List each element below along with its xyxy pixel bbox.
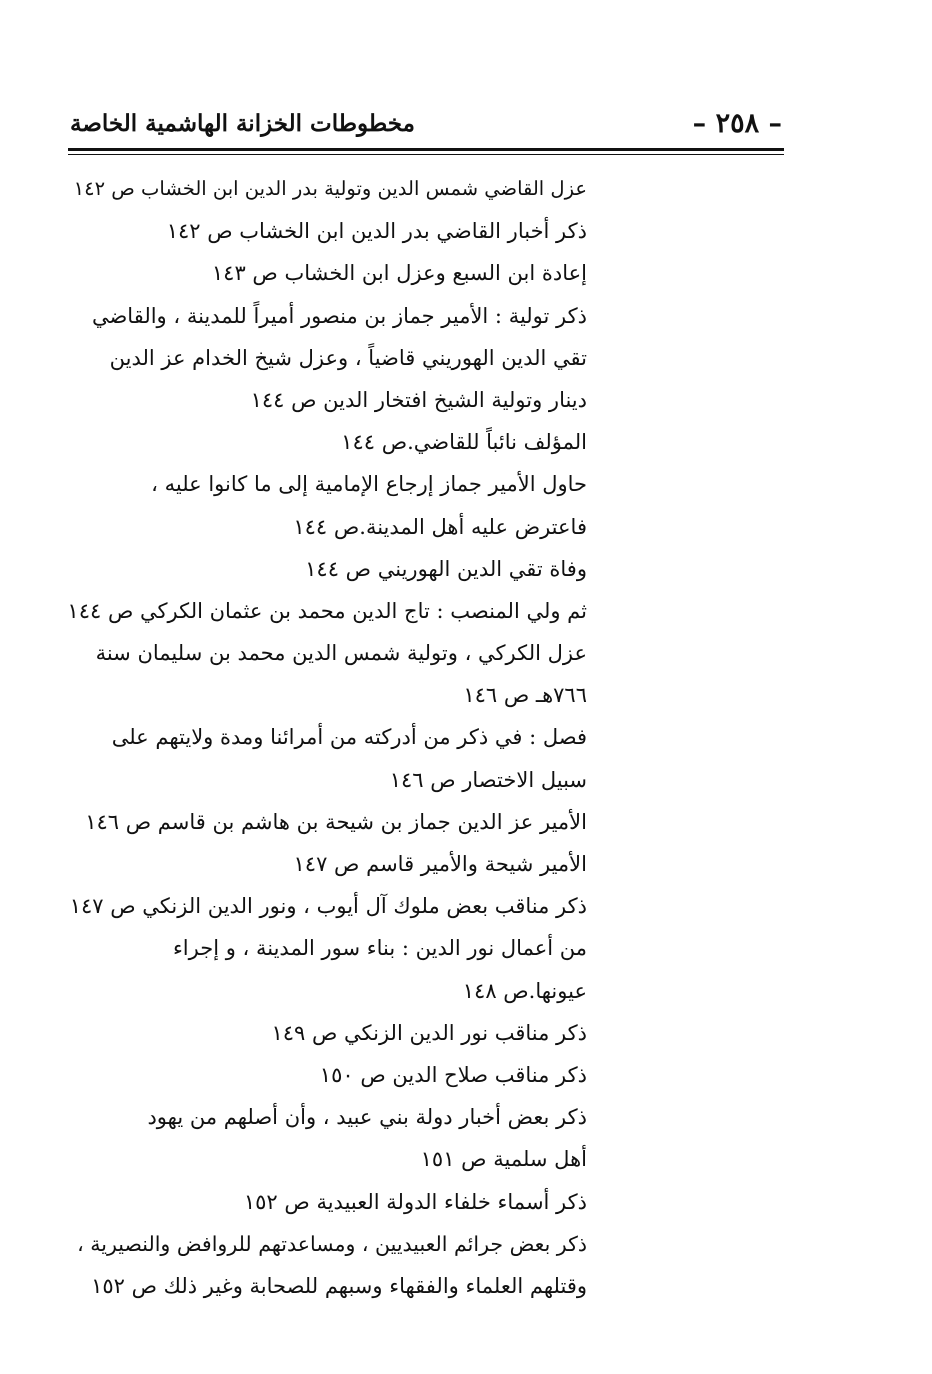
index-line: ذكر أخبار القاضي بدر الدين ابن الخشاب ص ١٤٢ — [166, 219, 587, 244]
index-line: عيونها.ص ١٤٨ — [462, 978, 587, 1003]
page-number: – ٢٥٨ – — [692, 108, 782, 139]
index-line: أهل سلمية ص ١٥١ — [420, 1147, 587, 1172]
index-line: دينار وتولية الشيخ افتخار الدين ص ١٤٤ — [250, 387, 587, 412]
index-line: سبيل الاختصار ص ١٤٦ — [389, 767, 587, 792]
header-rule-thick — [68, 148, 784, 151]
index-line: ذكر مناقب نور الدين الزنكي ص ١٤٩ — [271, 1020, 587, 1045]
index-line: المؤلف نائباً للقاضي.ص ١٤٤ — [341, 430, 587, 455]
header-rule-thin — [68, 154, 784, 155]
index-line: ذكر مناقب صلاح الدين ص ١٥٠ — [319, 1062, 587, 1087]
index-line: وفاة تقي الدين الهوريني ص ١٤٤ — [305, 556, 587, 581]
index-line: ثم ولي المنصب : تاج الدين محمد بن عثمان الكركي ص ١٤٤ — [67, 598, 587, 623]
index-line: تقي الدين الهوريني قاضياً ، وعزل شيخ الخدام عز الدين — [109, 345, 587, 370]
index-line: فاعترض عليه أهل المدينة.ص ١٤٤ — [293, 514, 587, 539]
index-line: فصل : في ذكر من أدركته من أمرائنا ومدة ولايتهم على — [111, 725, 587, 750]
index-line: الأمير عز الدين جماز بن شيحة بن هاشم بن قاسم ص ١٤٦ — [85, 809, 587, 834]
index-line: ذكر بعض جرائم العبيديين ، ومساعدتهم للروافض والنصيرية ، — [77, 1231, 587, 1256]
index-line: حاول الأمير جماز إرجاع الإمامية إلى ما كانوا عليه ، — [151, 472, 587, 497]
index-line: وقتلهم العلماء والفقهاء وسبهم للصحابة وغير ذلك ص ١٥٢ — [91, 1273, 587, 1298]
index-line: ذكر أسماء خلفاء الدولة العبيدية ص ١٥٢ — [243, 1189, 587, 1214]
index-line: ذكر مناقب بعض ملوك آل أيوب ، ونور الدين الزنكي ص ١٤٧ — [69, 894, 587, 919]
index-line: ذكر بعض أخبار دولة بني عبيد ، وأن أصلهم من يهود — [147, 1105, 587, 1130]
index-line: من أعمال نور الدين : بناء سور المدينة ، و إجراء — [172, 936, 587, 961]
running-title: مخطوطات الخزانة الهاشمية الخاصة — [70, 110, 415, 137]
index-line: ٧٦٦هـ ص ١٤٦ — [463, 683, 587, 708]
index-line: عزل الكركي ، وتولية شمس الدين محمد بن سليمان سنة — [95, 641, 587, 666]
page-header — [70, 108, 782, 148]
index-line: إعادة ابن السبع وعزل ابن الخشاب ص ١٤٣ — [211, 261, 587, 286]
index-line: عزل القاضي شمس الدين وتولية بدر الدين ابن الخشاب ص ١٤٢ — [73, 177, 587, 200]
index-entries — [67, 168, 587, 1307]
index-line: ذكر تولية : الأمير جماز بن منصور أميراً للمدينة ، والقاضي — [91, 303, 587, 328]
index-line: الأمير شيحة والأمير قاسم ص ١٤٧ — [293, 852, 587, 876]
